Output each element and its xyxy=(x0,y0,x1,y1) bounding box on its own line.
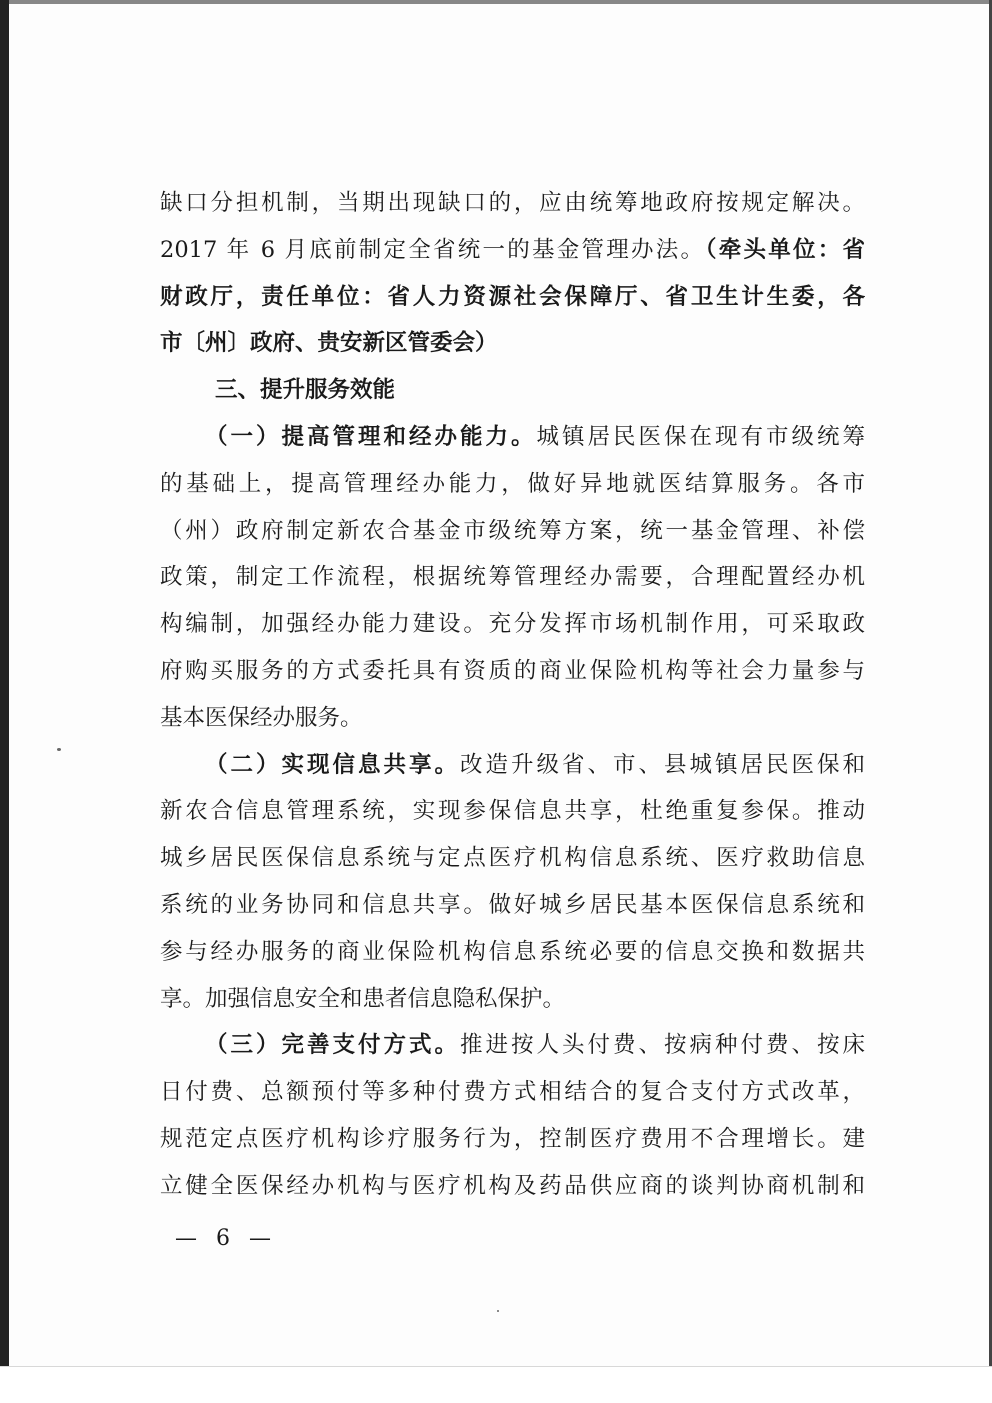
subsection-title: （三）完善支付方式。 xyxy=(205,1032,460,1059)
section-heading: 三、提升服务效能 xyxy=(215,377,396,404)
text-segment: 推进按人头付费、按病种付费、按床 xyxy=(460,1032,865,1059)
text-line: （州）政府制定新农合基金市级统筹方案，统一基金管理、补偿 xyxy=(160,517,865,544)
scan-speck xyxy=(57,748,61,751)
text-line xyxy=(160,1022,865,1069)
text-line: 市〔州〕政府、贵安新区管委会） xyxy=(160,330,498,357)
text-line: 日付费、总额预付等多种付费方式相结合的复合支付方式改革， xyxy=(160,1079,865,1106)
text-line: 规范定点医疗机构诊疗服务行为，控制医疗费用不合理增长。建 xyxy=(160,1125,865,1152)
text-segment: 改造升级省、市、县城镇居民医保和 xyxy=(460,751,865,778)
scan-speck xyxy=(497,1310,499,1312)
text-line: 缺口分担机制，当期出现缺口的，应由统筹地政府按规定解决。 xyxy=(160,190,865,216)
text-line: 享。加强信息安全和患者信息隐私保护。 xyxy=(160,985,566,1012)
text-line: 基本医保经办服务。 xyxy=(160,704,363,731)
text-line: 的基础上，提高管理经办能力，做好异地就医结算服务。各市 xyxy=(160,470,865,497)
page-number: — 6 — xyxy=(175,1226,277,1251)
text-line: 城乡居民医保信息系统与定点医疗机构信息系统、医疗救助信息 xyxy=(160,845,865,872)
text-line: 政策，制定工作流程，根据统筹管理经办需要，合理配置经办机 xyxy=(160,564,865,591)
text-line: 系统的业务协同和信息共享。做好城乡居民基本医保信息系统和 xyxy=(160,891,865,918)
text-segment: 城镇居民医保在现有市级统筹 xyxy=(536,423,865,450)
text-line: 参与经办服务的商业保险机构信息系统必要的信息交换和数据共 xyxy=(160,938,865,965)
text-line: 府购买服务的方式委托具有资质的商业保险机构等社会力量参与 xyxy=(160,657,865,684)
text-line: 立健全医保经办机构与医疗机构及药品供应商的谈判协商机制和 xyxy=(160,1172,865,1199)
subsection-title: （二）实现信息共享。 xyxy=(205,751,460,778)
text-line: 新农合信息管理系统，实现参保信息共享，杜绝重复参保。推动 xyxy=(160,798,865,825)
text-line xyxy=(160,414,865,461)
body-text xyxy=(160,180,865,1210)
lead-unit-label: （牵头单位：省 xyxy=(705,236,865,263)
subsection-title: （一）提高管理和经办能力。 xyxy=(205,423,537,450)
scan-edge-top xyxy=(0,0,992,4)
text-line xyxy=(160,742,865,789)
text-segment: 2017 年 6 月底前制定全省统一的基金管理办法。 xyxy=(160,236,706,263)
scan-edge-bottom xyxy=(0,1366,992,1403)
text-line: 财政厅，责任单位：省人力资源社会保障厅、省卫生计生委，各 xyxy=(160,283,865,310)
text-line: 构编制，加强经办能力建设。充分发挥市场机制作用，可采取政 xyxy=(160,611,865,638)
text-line xyxy=(160,227,865,274)
scan-edge-left xyxy=(0,0,9,1366)
